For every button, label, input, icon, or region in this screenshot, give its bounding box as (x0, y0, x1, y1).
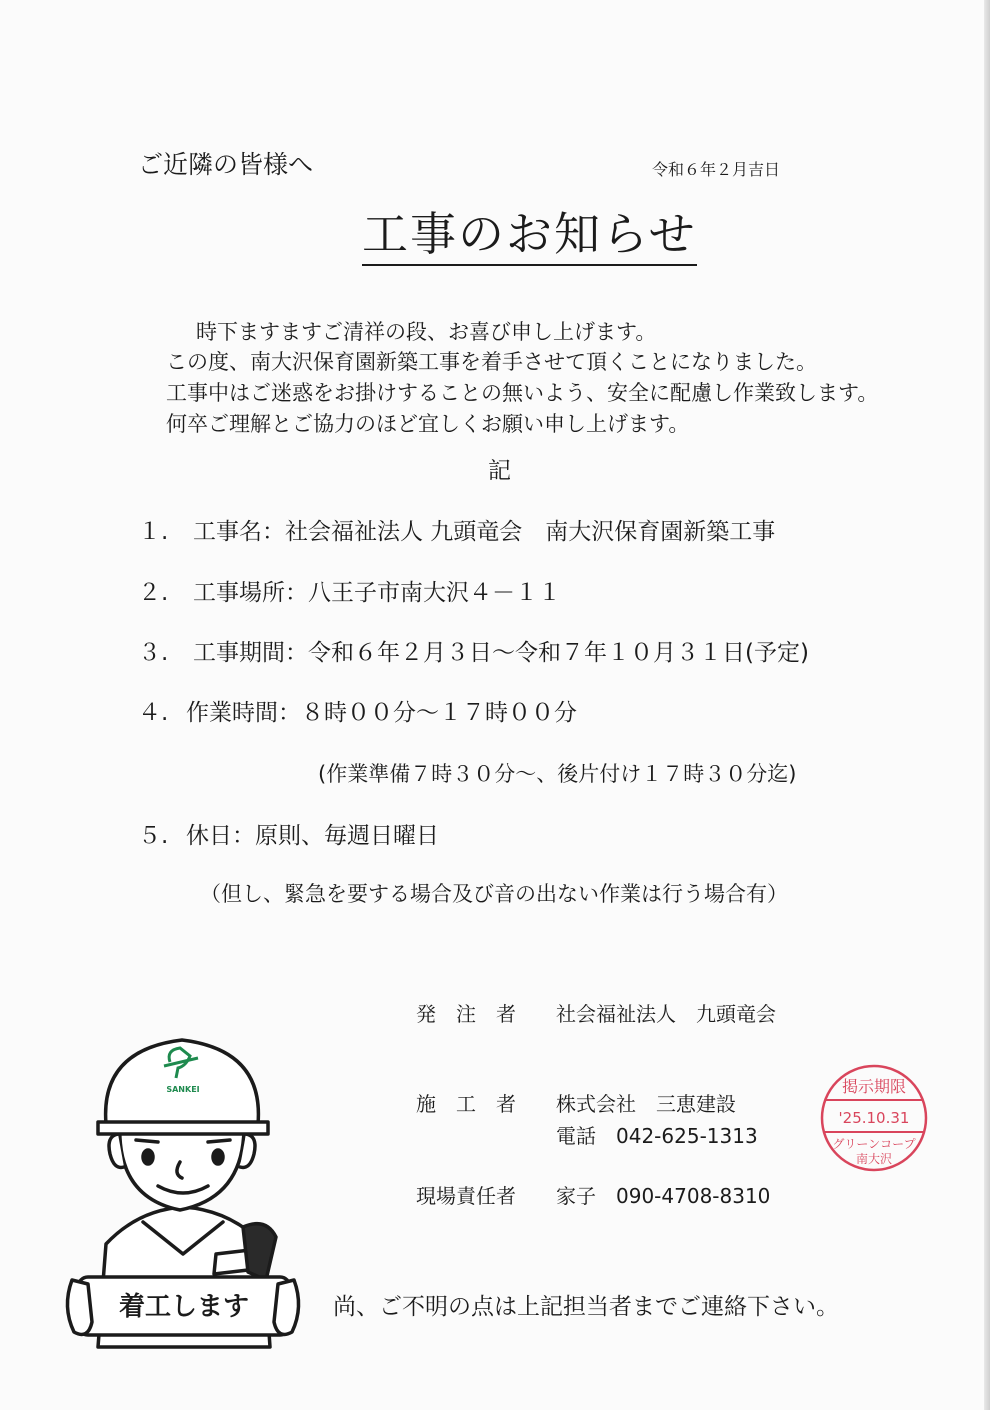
work-hours-note: (作業準備７時３０分～、後片付け１７時３０分迄) (318, 762, 797, 786)
intro-line-2: この度、南大沢保育園新築工事を着手させて頂くことになりました。 (166, 350, 817, 374)
worker-mascot-illustration (58, 1022, 308, 1352)
item-construction-name (138, 513, 775, 546)
intro-line-3: 工事中はご迷惑をお掛けすることの無いよう、安全に配慮し作業致します。 (166, 381, 879, 405)
closing-note: 尚、ご不明の点は上記担当者までご連絡下さい。 (333, 1294, 839, 1320)
item-text: 工事場所：八王子市南大沢４－１１ (193, 580, 561, 606)
site-manager-name: 家子 (556, 1184, 596, 1208)
stamp-date: '25.10.31 (838, 1109, 910, 1127)
item-text: 工事期間：令和６年２月３日～令和７年１０月３１日(予定) (193, 640, 809, 666)
paper-edge (984, 0, 990, 1410)
client-role: 発 注 者 (416, 1002, 516, 1026)
stamp-title: 掲示期限 (841, 1077, 907, 1096)
stamp-line-1: グリーンコープ (832, 1137, 916, 1151)
contractor-phone: 042-625-1313 (616, 1124, 758, 1148)
intro-line-1: 時下ますますご清祥の段、お喜び申し上げます。 (196, 320, 657, 344)
item-work-hours (138, 694, 577, 727)
item-text: 工事名：社会福祉法人 九頭竜会 南大沢保育園新築工事 (193, 519, 776, 545)
item-number: ２. (138, 580, 169, 606)
client-line (416, 998, 776, 1027)
item-holidays (138, 817, 439, 850)
site-manager-phone: 090-4708-8310 (616, 1184, 771, 1208)
contractor-phone-line (556, 1120, 758, 1149)
issue-date: 令和６年２月吉日 (652, 160, 781, 179)
item-text: 休日：原則、毎週日曜日 (186, 823, 439, 849)
item-number: ３. (138, 640, 169, 666)
contractor-line (416, 1088, 736, 1117)
item-text: 作業時間：８時００分～１７時００分 (186, 700, 577, 726)
item-number: ５. (138, 823, 169, 849)
ki-heading: 記 (488, 458, 511, 484)
site-manager-line (416, 1180, 770, 1209)
greeting: ご近隣の皆様へ (138, 150, 314, 179)
site-manager-role: 現場責任者 (416, 1184, 516, 1208)
item-number: ４. (138, 700, 169, 726)
helmet-logo-text: SANKEI (166, 1085, 200, 1094)
mascot-sign-text: 着工します (118, 1292, 250, 1322)
item-construction-period (138, 634, 809, 667)
item-construction-location (138, 574, 561, 607)
page-title: 工事のお知らせ (362, 206, 697, 266)
contractor-name: 株式会社 三恵建設 (556, 1092, 736, 1116)
client-name: 社会福祉法人 九頭竜会 (556, 1002, 776, 1026)
posting-deadline-stamp (816, 1060, 932, 1176)
contractor-role: 施 工 者 (416, 1092, 516, 1116)
stamp-line-2: 南大沢 (855, 1152, 893, 1166)
item-number: １. (138, 519, 169, 545)
holiday-note: （但し、緊急を要する場合及び音の出ない作業は行う場合有） (200, 882, 788, 906)
intro-line-4: 何卒ご理解とご協力のほど宜しくお願い申し上げます。 (166, 412, 690, 436)
phone-label: 電話 (556, 1124, 596, 1148)
